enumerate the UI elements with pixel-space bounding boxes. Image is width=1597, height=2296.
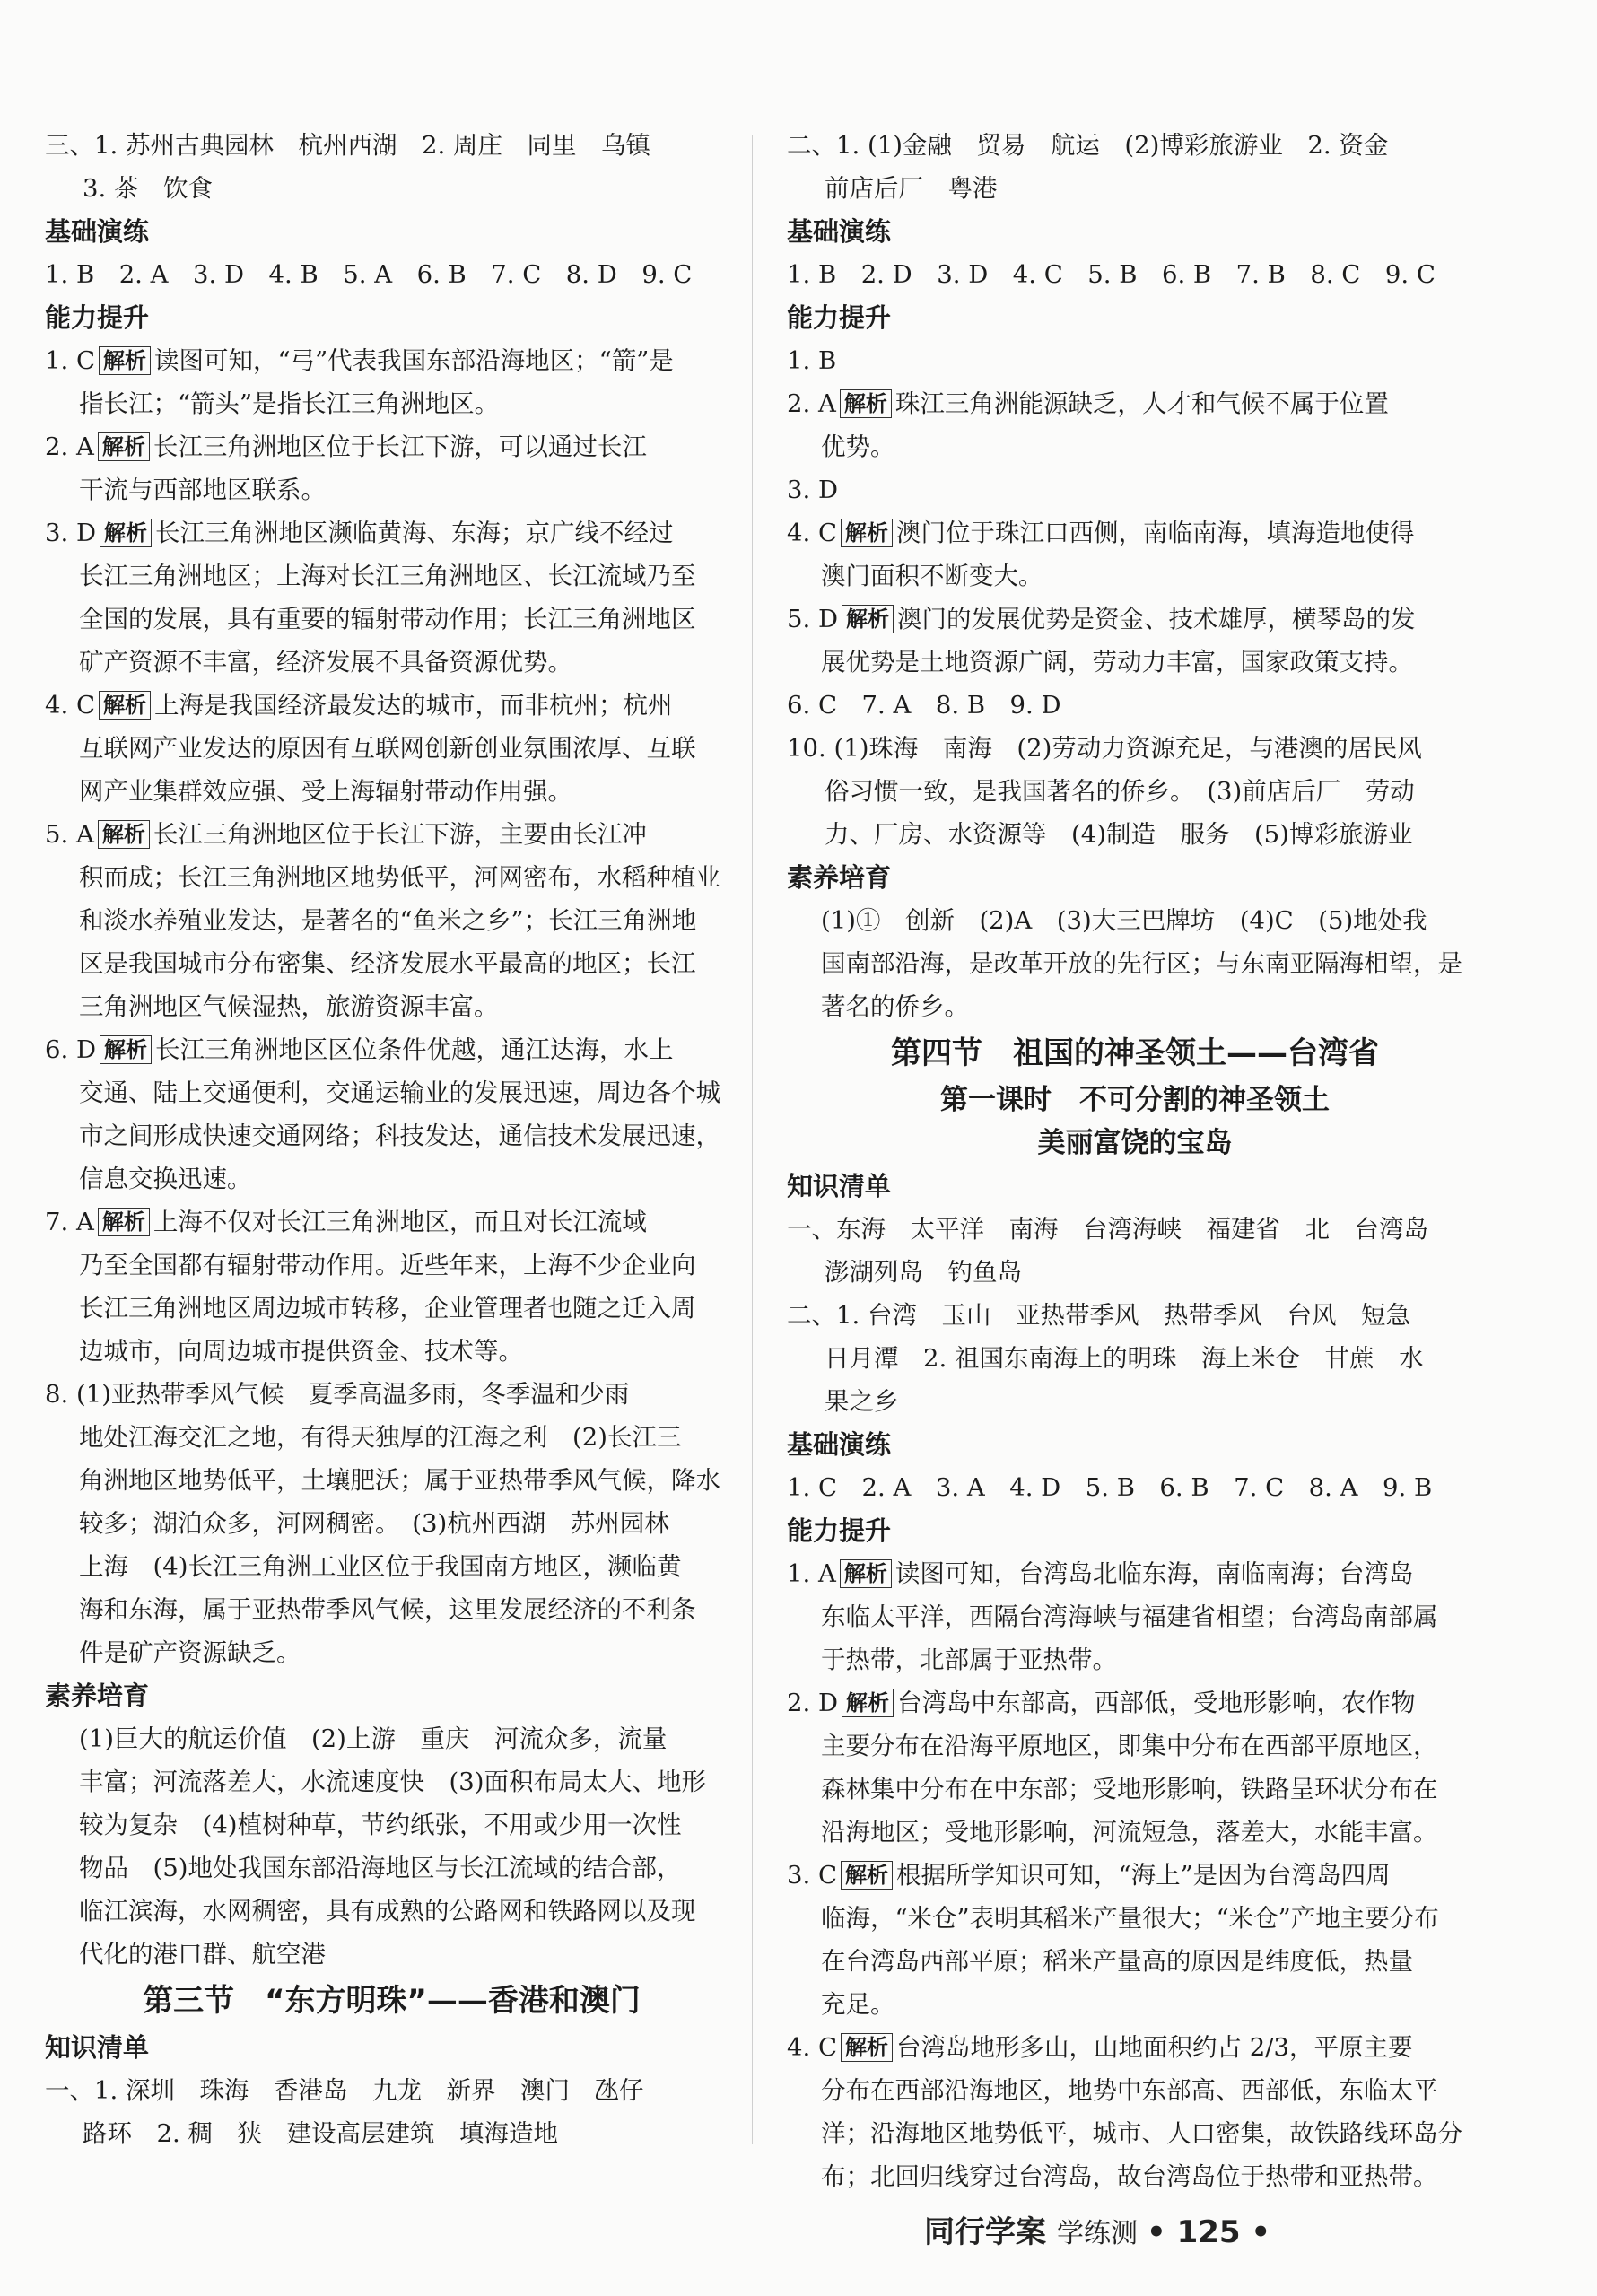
answer-line [45,339,738,382]
text-line: 二、1. (1)金融 贸易 航运 (2)博彩旅游业 2. 资金 [787,131,1389,160]
brand-name: 同行学案 [924,2214,1046,2250]
text-line: 于热带，北部属于亚热带。 [821,1646,1117,1674]
text-line: 乃至全国都有辐射带动作用。近些年来，上海不少企业向 [79,1251,696,1279]
text-line: 交通、陆上交通便利，交通运输业的发展迅速，周边各个城 [79,1078,720,1107]
text-line: 临海，“米仓”表明其稻米产量很大；“米仓”产地主要分布 [821,1904,1439,1933]
answer-line [787,511,1483,554]
analysis-tag: 解析 [99,346,151,375]
answer-number: 1. C [45,346,96,375]
answer-number: 4. C [787,2033,838,2062]
answer-line: 10. (1)珠海 南海 (2)劳动力资源充足，与港澳的居民风 [787,734,1422,763]
analysis-tag: 解析 [840,389,892,418]
text-line: 积而成；长江三角洲地区地势低平，河网密布，水稻种植业 [79,863,720,892]
section-title: 第四节 祖国的神圣领土——台湾省 [891,1035,1379,1071]
text-line: 上海 (4)长江三角洲工业区位于我国南方地区，濒临黄 [79,1552,682,1581]
text-line: 角洲地区地势低平，土壤肥沃；属于亚热带季风气候，降水 [79,1466,720,1495]
answer-line [787,1552,1483,1595]
analysis-tag: 解析 [841,2033,893,2062]
text-line: 日月潭 2. 祖国东南海上的明珠 海上米仓 甘蔗 水 [825,1344,1424,1373]
text-line: 二、1. 台湾 玉山 亚热带季风 热带季风 台风 短急 [787,1301,1410,1330]
brand-subtitle: 学练测 [1057,2218,1138,2249]
text-line: 三角洲地区气候湿热，旅游资源丰富。 [79,992,499,1021]
answer-line [787,598,1483,641]
text-line: (1)① 创新 (2)A (3)大三巴牌坊 (4)C (5)地处我 [821,906,1427,935]
text-line: 森林集中分布在中东部；受地形影响，铁路呈环状分布在 [821,1775,1438,1803]
text-line: 海和东海，属于亚热带季风气候，这里发展经济的不利条 [79,1595,696,1624]
text-line: 长江三角洲地区周边城市转移，企业管理者也随之迁入周 [79,1294,696,1323]
analysis-tag: 解析 [841,1861,893,1890]
page-footer [924,2207,1270,2251]
answer-text: 长江三角洲地区位于长江下游，主要由长江冲 [153,820,647,849]
answer-number: 7. A [45,1208,94,1236]
lesson-title: 第一课时 不可分割的神圣领土 [940,1084,1330,1116]
text-line: 展优势是土地资源广阔，劳动力丰富，国家政策支持。 [821,648,1413,677]
text-line: 优势。 [821,432,895,461]
answer-number: 3. D [45,519,97,547]
answer-line [45,684,738,727]
text-line: 地处江海交汇之地，有得天独厚的江海之利 (2)长江三 [79,1423,682,1452]
text-line: 三、1. 苏州古典园林 杭州西湖 2. 周庄 同里 乌镇 [45,131,650,160]
text-line: 全国的发展，具有重要的辐射带动作用；长江三角洲地区 [79,605,696,633]
text-line: 互联网产业发达的原因有互联网创新创业氛围浓厚、互联 [79,734,696,763]
text-line: 澎湖列岛 钓鱼岛 [825,1258,1022,1287]
answer-line [45,1200,738,1244]
text-line: (1)巨大的航运价值 (2)上游 重庆 河流众多，流量 [79,1724,668,1753]
text-line: 路环 2. 稠 狭 建设高层建筑 填海造地 [83,2119,558,2148]
answer-line [787,1854,1483,1897]
answer-number: 2. A [45,432,94,461]
text-line: 件是矿产资源缺乏。 [79,1638,301,1667]
text-line: 临江滨海，水网稠密，具有成熟的公路网和铁路网以及现 [79,1897,696,1925]
answer-line [787,382,1483,425]
answer-line: 1. C 2. A 3. A 4. D 5. B 6. B 7. C 8. A 9. B [787,1473,1433,1502]
answer-line [45,813,738,856]
text-line: 分布在西部沿海地区，地势中东部高、西部低，东临太平 [821,2076,1438,2105]
text-line: 矿产资源不丰富，经济发展不具备资源优势。 [79,648,572,677]
answer-text: 澳门的发展优势是资金、技术雄厚，横琴岛的发 [897,605,1416,633]
answer-text: 上海不仅对长江三角洲地区，而且对长江流域 [153,1208,647,1236]
page-number: • 125 • [1147,2214,1271,2250]
answer-number: 6. D [45,1035,97,1064]
answer-number: 3. C [787,1861,838,1890]
answer-line [787,2026,1483,2069]
text-line: 主要分布在沿海平原地区，即集中分布在西部平原地区， [821,1732,1438,1760]
text-line: 物品 (5)地处我国东部沿海地区与长江流域的结合部， [79,1854,682,1882]
answer-text: 澳门位于珠江口西侧，南临南海，填海造地使得 [896,519,1415,547]
answer-text: 读图可知，台湾岛北临东海，南临南海；台湾岛 [894,1559,1414,1588]
text-line: 俗习惯一致，是我国著名的侨乡。 (3)前店后厂 劳动 [825,777,1415,806]
text-line: 信息交换迅速。 [79,1165,252,1193]
answer-number: 5. A [45,820,94,849]
text-line: 洋；沿海地区地势低平，城市、人口密集，故铁路线环岛分 [821,2119,1462,2148]
right-column [787,124,1483,2198]
text-line: 干流与西部地区联系。 [79,476,326,504]
text-line: 东临太平洋，西隔台湾海峡与福建省相望；台湾岛南部属 [821,1602,1438,1631]
answer-number: 1. A [787,1559,836,1588]
text-line: 丰富；河流落差大，水流速度快 (3)面积布局太大、地形 [79,1768,706,1796]
analysis-tag: 解析 [98,1208,150,1236]
section-heading: 素养培育 [787,862,892,893]
section-heading: 知识清单 [787,1171,892,1201]
text-line: 较多；湖泊众多，河网稠密。 (3)杭州西湖 苏州园林 [79,1509,669,1538]
analysis-tag: 解析 [842,1689,894,1717]
answer-line [45,1028,738,1071]
text-line: 3. 茶 饮食 [83,174,213,203]
answer-line [45,425,738,468]
text-line: 较为复杂 (4)植树种草，节约纸张，不用或少用一次性 [79,1811,682,1839]
text-line: 长江三角洲地区；上海对长江三角洲地区、长江流域乃至 [79,562,696,590]
answer-number: 5. D [787,605,839,633]
answer-number: 4. C [787,519,838,547]
answer-text: 台湾岛中东部高，西部低，受地形影响，农作物 [897,1689,1416,1717]
text-line: 区是我国城市分布密集、经济发展水平最高的地区；长江 [79,949,696,978]
analysis-tag: 解析 [840,1559,892,1588]
answer-text: 长江三角洲地区位于长江下游，可以通过长江 [153,432,647,461]
answer-line [787,1681,1483,1724]
text-line: 和淡水养殖业发达，是著名的“鱼米之乡”；长江三角洲地 [79,906,697,935]
answer-line: 1. B 2. A 3. D 4. B 5. A 6. B 7. C 8. D 9. C [45,260,693,289]
answer-text: 上海是我国经济最发达的城市，而非杭州；杭州 [154,691,673,720]
text-line: 沿海地区；受地形影响，河流短急，落差大，水能丰富。 [821,1818,1438,1846]
answer-text: 根据所学知识可知，“海上”是因为台湾岛四周 [896,1861,1391,1890]
text-line: 著名的侨乡。 [821,992,969,1021]
answer-line: 1. B [787,346,837,375]
text-line: 在台湾岛西部平原；稻米产量高的原因是纬度低，热量 [821,1947,1413,1976]
analysis-tag: 解析 [100,1035,152,1064]
answer-text: 读图可知，“弓”代表我国东部沿海地区；“箭”是 [154,346,674,375]
section-title: 第三节 “东方明珠”——香港和澳门 [143,1983,641,2019]
section-heading: 能力提升 [45,302,150,333]
answer-number: 2. A [787,389,836,418]
section-heading: 能力提升 [787,1515,892,1546]
section-heading: 基础演练 [787,1429,892,1460]
section-heading: 基础演练 [45,216,150,247]
analysis-tag: 解析 [842,605,894,633]
answer-text: 长江三角洲地区濒临黄海、东海；京广线不经过 [155,519,674,547]
text-line: 布；北回归线穿过台湾岛，故台湾岛位于热带和亚热带。 [821,2162,1438,2191]
answer-text: 台湾岛地形多山，山地面积约占 2/3，平原主要 [896,2033,1413,2062]
section-heading: 素养培育 [45,1681,150,1711]
answer-line: 3. D [787,476,839,504]
answer-line [45,511,738,554]
answer-number: 4. C [45,691,96,720]
answer-text: 长江三角洲地区区位条件优越，通江达海，水上 [155,1035,674,1064]
section-heading: 能力提升 [787,302,892,333]
text-line: 网产业集群效应强、受上海辐射带动作用强。 [79,777,572,806]
text-line: 指长江；“箭头”是指长江三角洲地区。 [79,389,500,418]
text-line: 力、厂房、水资源等 (4)制造 服务 (5)博彩旅游业 [825,820,1413,849]
analysis-tag: 解析 [99,691,151,720]
analysis-tag: 解析 [98,432,150,461]
text-line: 澳门面积不断变大。 [821,562,1043,590]
analysis-tag: 解析 [841,519,893,547]
analysis-tag: 解析 [98,820,150,849]
text-line: 市之间形成快速交通网络；科技发达，通信技术发展迅速， [79,1122,720,1150]
section-heading: 知识清单 [45,2032,150,2063]
text-line: 前店后厂 粤港 [825,174,998,203]
text-line: 一、东海 太平洋 南海 台湾海峡 福建省 北 台湾岛 [787,1215,1428,1244]
answer-line: 8. (1)亚热带季风气候 夏季高温多雨，冬季温和少雨 [45,1380,630,1409]
text-line: 充足。 [821,1990,895,2019]
text-line: 边城市，向周边城市提供资金、技术等。 [79,1337,523,1366]
text-line: 代化的港口群、航空港 [79,1940,326,1969]
lesson-subtitle: 美丽富饶的宝岛 [1037,1127,1233,1159]
answer-line: 6. C 7. A 8. B 9. D [787,691,1061,720]
answer-number: 2. D [787,1689,839,1717]
left-column [45,124,738,2155]
text-line: 国南部沿海，是改革开放的先行区；与东南亚隔海相望，是 [821,949,1462,978]
answer-line: 1. B 2. D 3. D 4. C 5. B 6. B 7. B 8. C 9. C [787,260,1436,289]
text-line: 果之乡 [825,1387,899,1416]
analysis-tag: 解析 [100,519,152,547]
section-heading: 基础演练 [787,216,892,247]
text-line: 一、1. 深圳 珠海 香港岛 九龙 新界 澳门 氹仔 [45,2076,644,2105]
answer-text: 珠江三角洲能源缺乏，人才和气候不属于位置 [894,389,1389,418]
column-divider [752,135,753,2144]
